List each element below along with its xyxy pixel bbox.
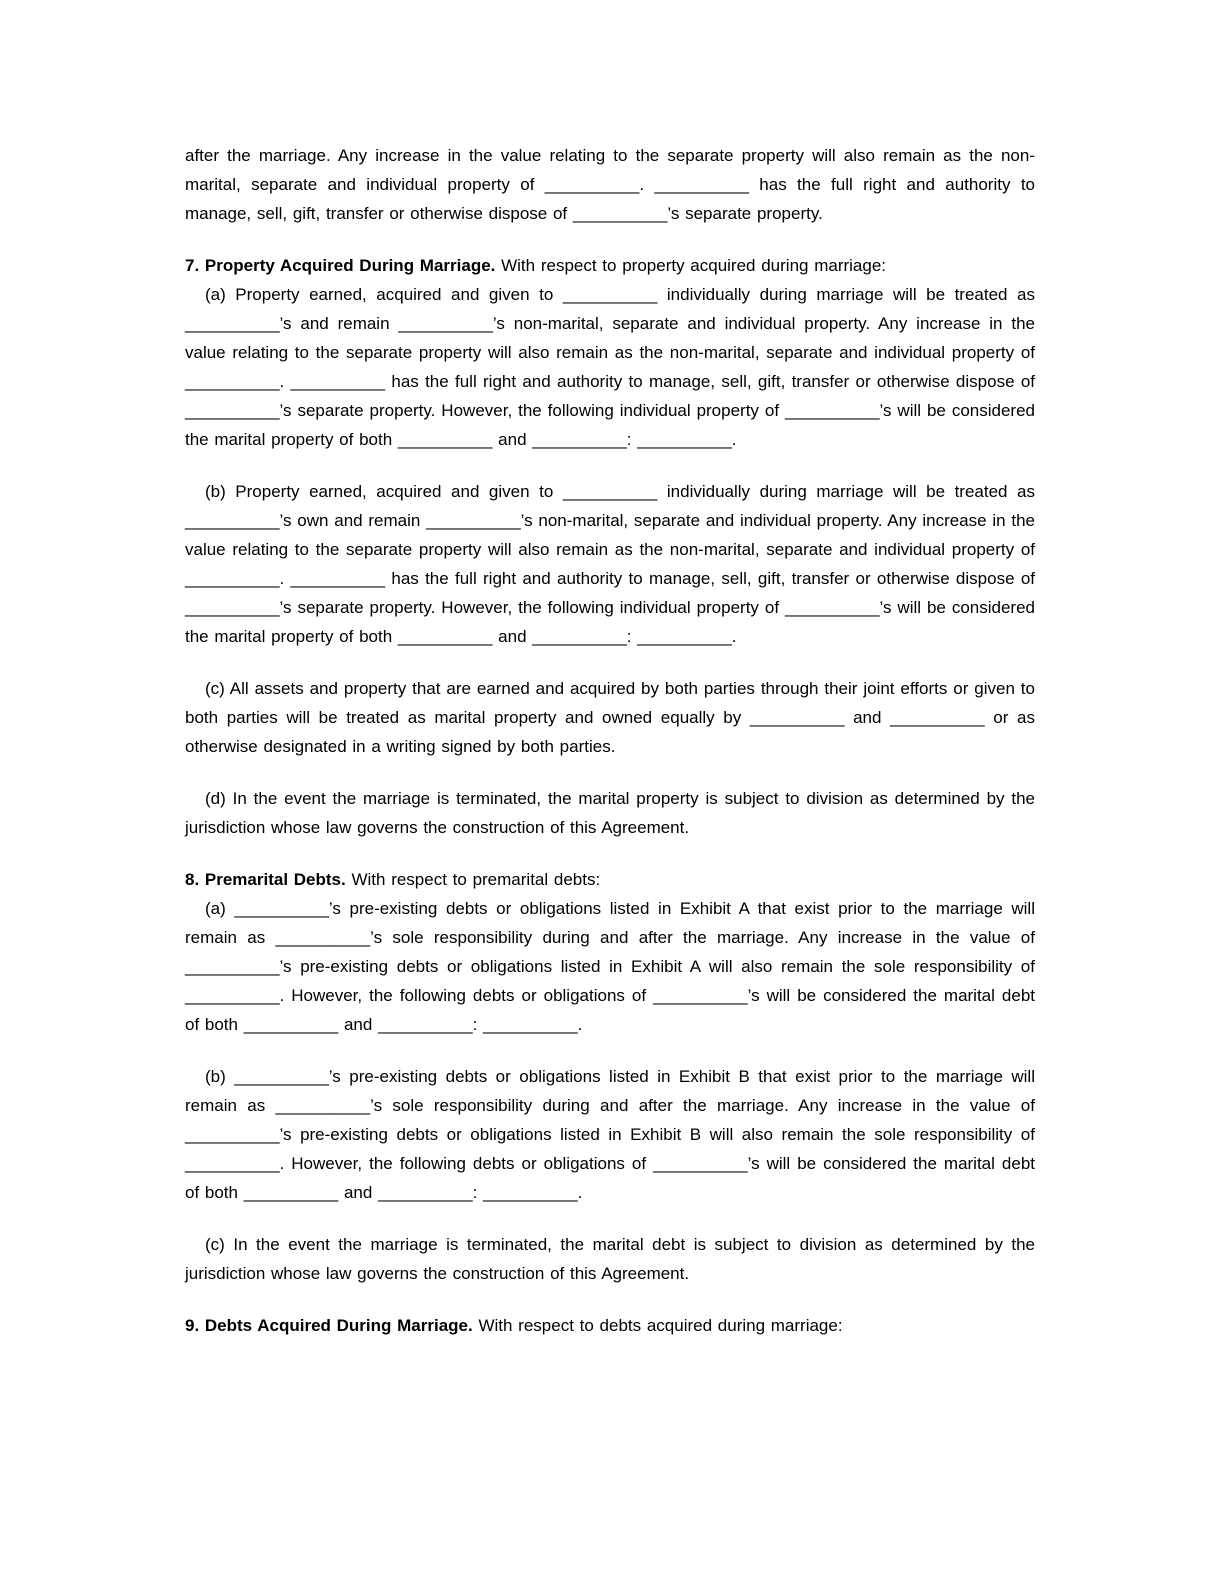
section-8-heading xyxy=(185,865,1035,894)
section-9-title: 9. Debts Acquired During Marriage. xyxy=(185,1316,473,1335)
paragraph-text: (a) Property earned, acquired and given to __________ individually during marriage will be treated as __________’s and remain __________’s non-marital, separate and individual property. Any increase in the value relating to the separate property will also remain as the non-marital, separate and individual property of __________. __________ has the full right and authority to manage, sell, gift, transfer or otherwise dispose of __________’s separate property. However, the following individual property of __________’s will be considered the marital property of both __________ and __________: __________. xyxy=(185,285,1035,449)
section-9-intro: With respect to debts acquired during marriage: xyxy=(472,1316,843,1335)
section-7b-paragraph xyxy=(185,477,1035,651)
section-8-title: 8. Premarital Debts. xyxy=(185,870,346,889)
section-7a-paragraph xyxy=(185,280,1035,454)
section-7d-paragraph xyxy=(185,784,1035,842)
section-7c-paragraph xyxy=(185,674,1035,761)
paragraph-text: after the marriage. Any increase in the value relating to the separate property will also remain as the non-marital, separate and individual property of __________. __________ has the full right and authority to manage, sell, gift, transfer or otherwise dispose of __________’s separate property. xyxy=(185,146,1035,223)
paragraph-text: (c) All assets and property that are earned and acquired by both parties through their joint efforts or given to both parties will be treated as marital property and owned equally by __________ and __________ or as otherwise designated in a writing signed by both parties. xyxy=(185,679,1035,756)
section-8c-paragraph xyxy=(185,1230,1035,1288)
section-8a-paragraph xyxy=(185,894,1035,1039)
paragraph-text: (b) __________’s pre-existing debts or obligations listed in Exhibit B that exist prior to the marriage will remain as __________’s sole responsibility during and after the marriage. Any increase in the value of __________’s pre-existing debts or obligations listed in Exhibit B will also remain the sole responsibility of __________. However, the following debts or obligations of __________’s will be considered the marital debt of both __________ and __________: __________. xyxy=(185,1067,1035,1202)
paragraph-continuation-separate-property xyxy=(185,141,1035,228)
paragraph-text: (d) In the event the marriage is terminated, the marital property is subject to division as determined by the jurisdiction whose law governs the construction of this Agreement. xyxy=(185,789,1035,837)
paragraph-text: (c) In the event the marriage is terminated, the marital debt is subject to division as determined by the jurisdiction whose law governs the construction of this Agreement. xyxy=(185,1235,1035,1283)
section-7-heading xyxy=(185,251,1035,280)
document-body xyxy=(185,141,1035,1340)
paragraph-text: (a) __________’s pre-existing debts or obligations listed in Exhibit A that exist prior to the marriage will remain as __________’s sole responsibility during and after the marriage. Any increase in the value of __________’s pre-existing debts or obligations listed in Exhibit A will also remain the sole responsibility of __________. However, the following debts or obligations of __________’s will be considered the marital debt of both __________ and __________: __________. xyxy=(185,899,1035,1034)
paragraph-text: (b) Property earned, acquired and given to __________ individually during marriage will be treated as __________’s own and remain __________’s non-marital, separate and individual property. Any increase in the value relating to the separate property will also remain as the non-marital, separate and individual property of __________. __________ has the full right and authority to manage, sell, gift, transfer or otherwise dispose of __________’s separate property. However, the following individual property of __________’s will be considered the marital property of both __________ and __________: __________. xyxy=(185,482,1035,646)
section-8b-paragraph xyxy=(185,1062,1035,1207)
section-8-intro: With respect to premarital debts: xyxy=(345,870,601,889)
section-7-intro: With respect to property acquired during marriage: xyxy=(495,256,887,275)
section-7-title: 7. Property Acquired During Marriage. xyxy=(185,256,496,275)
section-9-heading xyxy=(185,1311,1035,1340)
